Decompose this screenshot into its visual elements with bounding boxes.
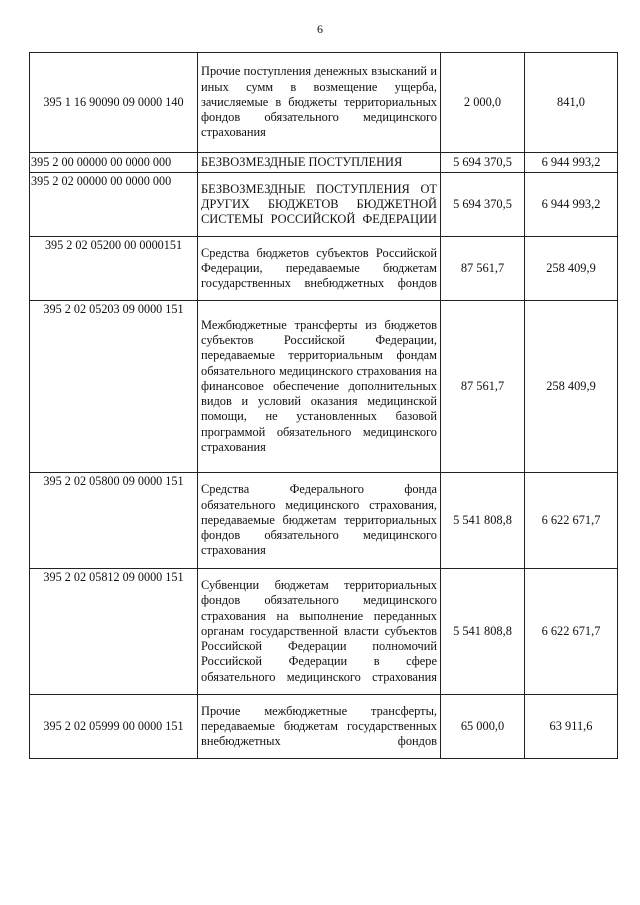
amount-plan-cell: 87 561,7 — [441, 237, 525, 301]
budget-code-cell: 395 2 02 05203 09 0000 151 — [30, 301, 198, 473]
revenue-name-cell: БЕЗВОЗМЕЗДНЫЕ ПОСТУПЛЕНИЯ ОТ ДРУГИХ БЮДЖЕТОВ БЮДЖЕТНОЙ СИСТЕМЫ РОССИЙСКОЙ ФЕДЕРАЦИИ — [198, 173, 441, 237]
table-row — [30, 301, 618, 473]
amount-actual-cell: 63 911,6 — [525, 695, 618, 759]
amount-actual-cell: 6 944 993,2 — [525, 173, 618, 237]
revenue-table — [29, 52, 618, 759]
page-number: 6 — [317, 22, 323, 36]
budget-code-cell: 395 2 02 05200 00 0000151 — [30, 237, 198, 301]
budget-code-cell: 395 2 02 05999 00 0000 151 — [30, 695, 198, 759]
revenue-name-cell: Прочие межбюджетные трансферты, передаваемые бюджетам государственных внебюджетных фондов — [198, 695, 441, 759]
table-row — [30, 569, 618, 695]
budget-code-cell: 395 2 00 00000 00 0000 000 — [30, 153, 198, 173]
amount-plan-cell: 5 541 808,8 — [441, 473, 525, 569]
revenue-name-cell: БЕЗВОЗМЕЗДНЫЕ ПОСТУПЛЕНИЯ — [198, 153, 441, 173]
revenue-name-cell: Средства Федерального фонда обязательного медицинского страхования, передаваемые бюджетам территориальных фондов обязательного медицинского страхования — [198, 473, 441, 569]
table-row — [30, 473, 618, 569]
budget-code-cell: 395 1 16 90090 09 0000 140 — [30, 53, 198, 153]
table-row — [30, 53, 618, 153]
revenue-name-cell: Средства бюджетов субъектов Российской Федерации, передаваемые бюджетам государственных внебюджетных фондов — [198, 237, 441, 301]
amount-plan-cell: 65 000,0 — [441, 695, 525, 759]
table-row — [30, 237, 618, 301]
budget-code-cell: 395 2 02 00000 00 0000 000 — [30, 173, 198, 237]
table-row — [30, 695, 618, 759]
table-row — [30, 173, 618, 237]
amount-plan-cell: 5 694 370,5 — [441, 153, 525, 173]
amount-plan-cell: 5 694 370,5 — [441, 173, 525, 237]
budget-code-cell: 395 2 02 05800 09 0000 151 — [30, 473, 198, 569]
amount-actual-cell: 841,0 — [525, 53, 618, 153]
amount-actual-cell: 6 622 671,7 — [525, 473, 618, 569]
amount-actual-cell: 6 944 993,2 — [525, 153, 618, 173]
revenue-name-cell: Прочие поступления денежных взысканий и иных сумм в возмещение ущерба, зачисляемые в бюджеты территориальных фондов обязательного медицинского страхования — [198, 53, 441, 153]
budget-code-cell: 395 2 02 05812 09 0000 151 — [30, 569, 198, 695]
table-row — [30, 153, 618, 173]
amount-plan-cell: 5 541 808,8 — [441, 569, 525, 695]
revenue-name-cell: Межбюджетные трансферты из бюджетов субъектов Российской Федерации, передаваемые территориальным фондам обязательного медицинского страхования на финансовое обеспечение дополнительных видов и условий оказания медицинской помощи, не установленных базовой программой обязательного медицинского страхования — [198, 301, 441, 473]
amount-plan-cell: 2 000,0 — [441, 53, 525, 153]
amount-actual-cell: 258 409,9 — [525, 301, 618, 473]
amount-actual-cell: 6 622 671,7 — [525, 569, 618, 695]
amount-plan-cell: 87 561,7 — [441, 301, 525, 473]
amount-actual-cell: 258 409,9 — [525, 237, 618, 301]
revenue-name-cell: Субвенции бюджетам территориальных фондов обязательного медицинского страхования на выполнение переданных органам государственной власти субъектов Российской Федерации полномочий Российской Федерации в сфере обязательного медицинского страхования — [198, 569, 441, 695]
